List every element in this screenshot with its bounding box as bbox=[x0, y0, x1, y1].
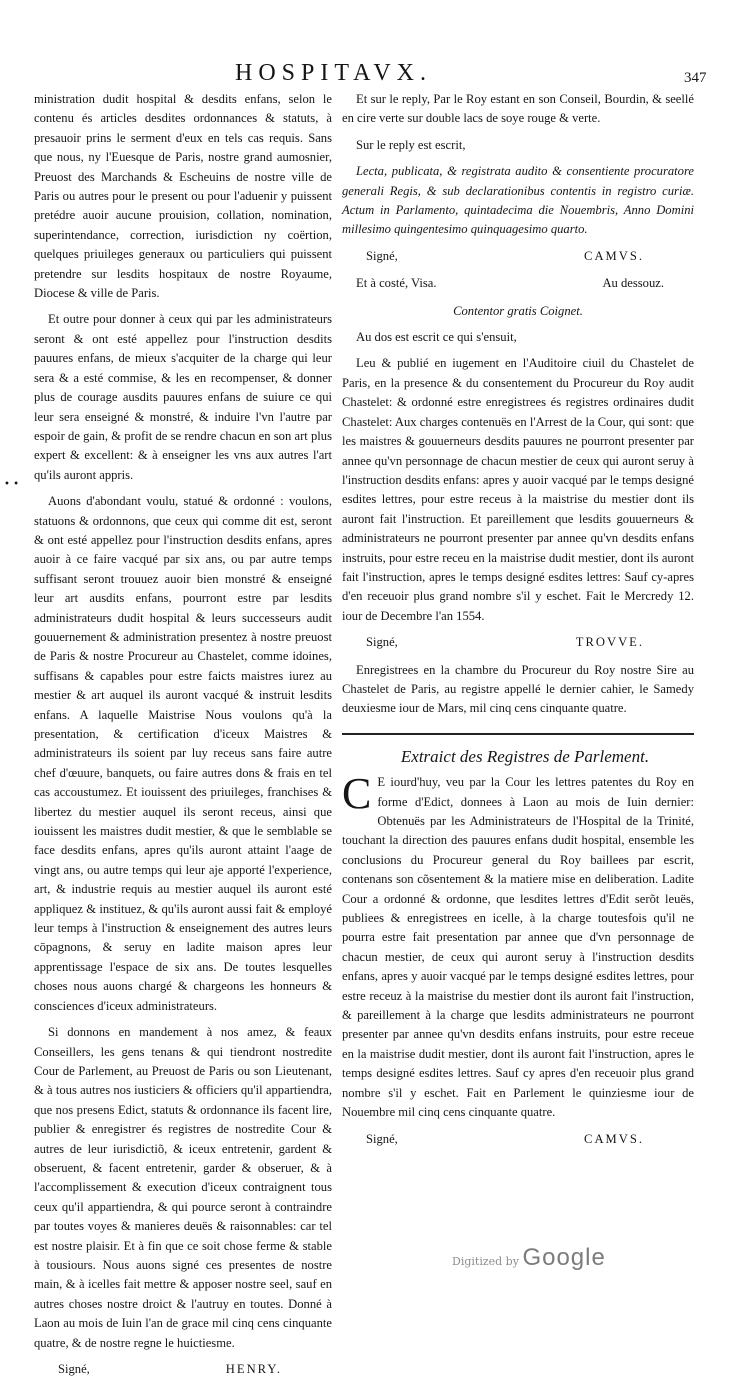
extrait-body: E iourd'huy, veu par la Cour les lettres patentes du Roy en forme d'Edict, donnees à Laon au mois de Iuin dernier: Obtenuës par les Administrateurs de l'Hospital de la Trinité, touchant la direction des pauures enfans dudit hospital, ensemble les conclusions du Procureur general du Roy baillees par escrit, contenans son cõsentement & la matiere mise en deliberation. Ladite Cour a ordonné & ordonne, que lesdites lettres d'Edit serõt leuës, publiees & enregistrees en icelle, à la charge toutesfois qu'il ne pourra estre fait presentation par annee que d'vn personnage de chacun mestier, de ceux qui auront seruy à l'instruction desdits enfans, apres y auoir vacqué par le temps designé esdites lettres, pour estre receuz à la maistrise du mestier dont ils auront fait l'instruction, & pareillement à la charge que lesdits administrateurs ne pourront presenter par annee qu'vn desdits enfans instruits, pour estre receue en la maistrise dudit mestier, dont ils auront fait l'instruction, apres le temps designé esdites lettres. Sauf cy apres d'en receuoir plus grand nombre s'il y eschet. Fait en Parlement le quinziesme iour de Nouembre mil cinq cens cinquante quatre. bbox=[342, 775, 694, 1120]
visa-right: Au dessouz. bbox=[602, 276, 664, 291]
extrait-title: Extraict des Registres de Parlement. bbox=[400, 746, 650, 766]
signature-label: Signé, bbox=[366, 635, 398, 650]
enregistrement-paragraph: Enregistrees en la chambre du Procureur du Roy nostre Sire au Chastelet de Paris, au registre appellé le dernier cahier, le Samedy deuxiesme iour de Mars, mil cinq cens cinquante quatre. bbox=[342, 662, 694, 716]
signature-label: Signé, bbox=[366, 248, 398, 263]
left-paragraph: Et outre pour donner à ceux qui par les administrateurs seront & ont esté appellez pour l'instruction desdits pauures enfans, de mieux s'acquiter de la charge qui leur sera & a esté commise, & les en recompenser, & donner plus de courage ausdits pauures enfans de suiure ce qui leur sera enseigné & monstré, & induire l'vn l'autre par espoir de gain, & profit de se rendre chacun en son art plus expert & excellent: & à enseigner les vns aux autres l'art qu'ils auront appris. bbox=[34, 312, 332, 482]
visa-left: Et à costé, Visa. bbox=[356, 276, 437, 291]
signature-trouve bbox=[342, 633, 694, 652]
signature-camus-1 bbox=[342, 247, 694, 266]
digitized-watermark bbox=[452, 1244, 606, 1272]
margin-marks: • • bbox=[4, 479, 19, 490]
digitized-text: Digitized by bbox=[452, 1255, 519, 1268]
drop-cap: C bbox=[342, 769, 372, 819]
extrait-paragraph bbox=[342, 769, 694, 1122]
dos-line: Au dos est escrit ce qui s'ensuit, bbox=[356, 330, 517, 345]
running-title: HOSPITAVX. bbox=[235, 60, 432, 86]
reply-paragraph: Et sur le reply, Par le Roy estant en son Conseil, Bourdin, & seellé en cire verte sur double lacs de soye rouge & verte. bbox=[342, 92, 694, 126]
left-paragraph: Si donnons en mandement à nos amez, & feaux Conseillers, les gens tenans & qui tiendront nostredite Cour de Parlement, au Preuost de Paris ou son Lieutenant, & à tous autres nos iusticiers & officiers qu'il appartiendra, que nos presens Edict, statuts & ordonnance ils facent lire, publier & enregistrer és registres de nostredite Cour & autres de leur iurisdictiõ, & iceux entretenir, gardent & obseruent, & facent entretenir, garder & obseruer, & à l'accomplissement & execution d'iceux contraignent tous ceux qu'il appartiendra, & qui pource seront à contraindre par toutes voyes & manieres deuës & raisonnables: car tel est nostre plaisir. Et à fin que ce soit chose ferme & stable à tousiours. Nous auons signé ces presentes de nostre main, & à icelles fait mettre & apposer nostre seel, sauf en autres choses nostre droict & l'autruy en toutes. Donné à Laon au mois de Iuin l'an de grace mil cinq cens cinquante quatre, & de nostre regne le huictiesme. bbox=[34, 1025, 332, 1350]
signature-label: Signé, bbox=[58, 1362, 90, 1376]
signature-label: Signé, bbox=[366, 1131, 398, 1146]
page-header bbox=[0, 60, 744, 92]
signature-name: TROVVE. bbox=[575, 635, 644, 650]
visa-row bbox=[342, 274, 694, 293]
right-column bbox=[342, 90, 694, 1260]
page-number: 347 bbox=[684, 70, 707, 86]
signature-henry bbox=[34, 1360, 332, 1379]
signature-name: HENRY. bbox=[225, 1362, 282, 1376]
left-column bbox=[34, 90, 332, 1376]
section-divider bbox=[342, 733, 694, 735]
leu-paragraph: Leu & publié en iugement en l'Auditoire ciuil du Chastelet de Paris, en la presence & du consentement du Procureur du Roy audit Chastelet: & ordonné estre enregistrees és registres ordinaires dudit Chastelet: Aux charges contenuës en l'Arrest de la Cour, qui sont: que les maistres & gouuerneurs desdits pauures ne pourront presenter par annee qu'vn personnage de chacun mestier de ceux qui auront seruy à l'instruction desdits enfans: apres y auoir vacqué par le temps designé esdites lettres, pour estre receus à la maistrise du mestier dont ils auront fait l'instruction. Et pareillement que lesdits gouuerneurs & administrateurs ne pourront presenter par annee qu'vn desdits enfans instruits, pour estre receu en la maistrise dudit mestier, dont ils auront fait l'instruction, apres le temps designé esdites lettres: Sauf cy-apres d'en receuoir plus grand nombre s'il y eschet. Fait le Mercredy 12. iour de Decembre l'an 1554. bbox=[342, 356, 694, 623]
left-paragraph: ministration dudit hospital & desdits enfans, selon le contenu és articles desdites ordonnances & statuts, à presauoir prins le serment d'eux en tels cas requis. Sans que nous, ny l'Euesque de Paris, nostre grand aumosnier, Preuost des Marchands & Escheuins de nostre ville de Paris ou autres pour le present ou pour l'aduenir y puissent pretédre auoir aucune prouision, collation, nomination, superintendance, correction, iurisdiction ny coërtion, quelques priuileges generaux ou particuliers qui puissent pretendre sur lesdits hospitaux de nostre Royaume, Diocese & ville de Paris. bbox=[34, 92, 332, 301]
google-logo: Google bbox=[522, 1244, 606, 1271]
signature-camus-2 bbox=[342, 1130, 694, 1149]
left-paragraph: Auons d'abondant voulu, statué & ordonné : voulons, statuons & ordonnons, que ceux qui comme dit est, seront & ont esté appellez pour l'instruction desdits enfans, apres auoir à ce faire vacqué par six ans, ou par autre temps suffisant seront trouuez auoir bien monstré & enseigné leur art ausdits enfans, pourront estre par lesdits administrateurs dudit hospital & leurs successeurs audit gouuernement & administration presentez à nostre preuost de Paris & nostre Procureur au Chastelet, comme idoines, suffisans & capables pour estre faicts maistres iurez au mestier & art auquel ils auront vacqué & instruit lesdits enfans. A laquelle Maistrise Nous voulons qu'à la presentation, & certification d'iceux Maistres & administrateurs ils soient par luy receus sans faire autre chef d'œuure, banquets, ou faire autres dons & frais en tel cas accoustumez. Et iouissent des priuileges, franchises & libertez du mestier auquel ils seront receus, ainsi que iouissent les maistres dudit mestier, & que le semblable se face desdits enfans, apres qu'ils auront attaint l'aage de vingt ans, ou autre temps qui leur aje apporté l'experience, art, & industrie requis au mestier auquel ils auront esté appliquez & instituez, & qu'ils auront aussi fait & employé leur temps à l'instruction & enseignement des autres leurs cōpagnons, & seruy en ladite maison apres leur apprentissage l'espace de six ans. De toutes lesquelles choses nous auons chargé & chargeons les honneurs & consciences d'iceux administrateurs. bbox=[34, 494, 332, 1013]
reply-note: Sur le reply est escrit, bbox=[356, 137, 466, 152]
signature-name: CAMVS. bbox=[584, 1131, 644, 1146]
contentor-line: Contentor gratis Coignet. bbox=[453, 303, 583, 318]
signature-name: CAMVS. bbox=[584, 248, 644, 263]
latin-registration: Lecta, publicata, & registrata audito & consentiente procuratore generali Regis, & sub declarationibus contentis in registro curiæ. Actum in Parlamento, quintadecima die Nouembris, Anno Domini millesimo quingentesimo quinquagesimo quarto. bbox=[342, 164, 694, 237]
